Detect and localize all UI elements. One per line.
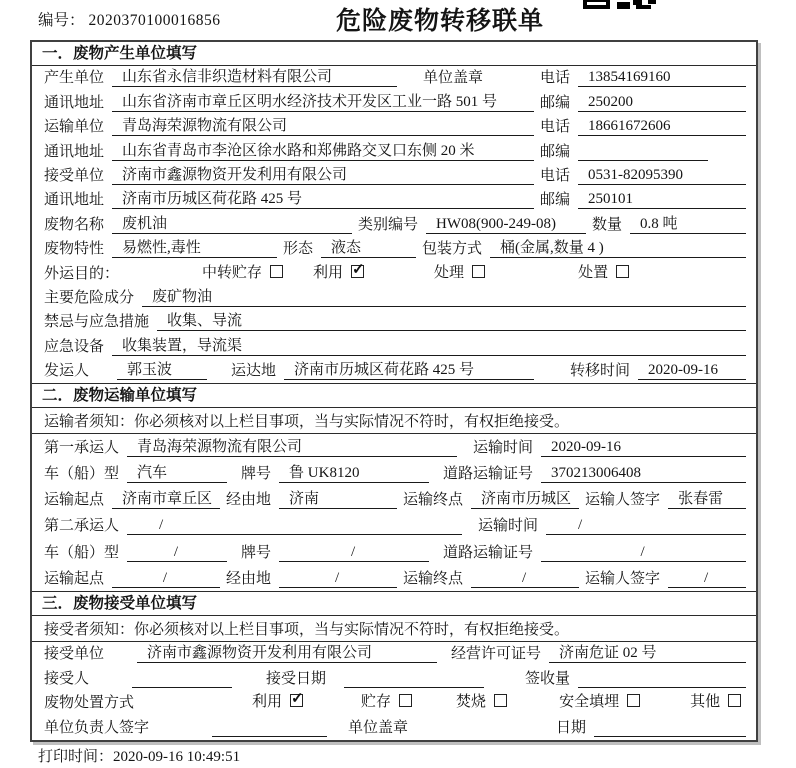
transport-phone-label: 电话 <box>539 119 570 136</box>
form-row <box>32 334 756 358</box>
receiver-phone-value: 0531-82095390 <box>578 167 746 185</box>
unit-seal-label: 单位盖章 <box>423 70 484 87</box>
terminus-1-label: 运输终点 <box>403 492 464 509</box>
disposal-incinerate-checkbox-label: 焚烧 <box>456 694 487 711</box>
transport-time-2-label: 运输时间 <box>478 518 539 535</box>
vehicle-type-2-label: 车（船）型 <box>44 544 120 561</box>
license-number-value: 济南危证 02 号 <box>549 641 746 663</box>
category-code-label: 类别编号 <box>358 216 419 233</box>
transport-time-1-value: 2020-09-16 <box>541 439 746 457</box>
disposal-incinerate-checkbox <box>456 690 507 711</box>
transport-phone-value: 18661672606 <box>578 118 746 136</box>
purpose-dispose-checkbox <box>578 261 629 282</box>
form-row <box>32 139 756 163</box>
producer-postcode-value: 250200 <box>578 94 746 112</box>
responsible-signature-label: 单位负责人签字 <box>44 719 150 736</box>
category-code-value: HW08(900-249-08) <box>426 216 586 234</box>
receiving-unit-value: 济南市鑫源物资开发利用有限公司 <box>137 641 437 663</box>
form-row <box>32 486 756 512</box>
transport-unit-value: 青岛海荣源物流有限公司 <box>112 114 534 136</box>
terminus-1-value: 济南市历城区 <box>471 487 579 509</box>
receiver-person-label: 接受人 <box>44 670 90 687</box>
via-2-value: / <box>279 570 397 588</box>
producer-address-label: 通讯地址 <box>44 94 105 111</box>
transfer-date-value: 2020-09-16 <box>638 362 746 380</box>
section-producer <box>32 42 756 383</box>
form-row <box>32 691 756 716</box>
purpose-treat-checkbox-label: 处理 <box>434 264 465 281</box>
waste-name-label: 废物名称 <box>44 216 105 233</box>
section-transporter <box>32 383 756 591</box>
producer-phone-label: 电话 <box>539 70 570 87</box>
emergency-measures-value: 收集、导流 <box>157 309 746 331</box>
form-row <box>32 666 756 691</box>
purpose-transit-storage-checkbox <box>202 261 283 282</box>
main-hazard-label: 主要危险成分 <box>44 289 135 306</box>
license-number-label: 经营许可证号 <box>451 646 542 663</box>
transporter-signature-1-value: 张春雷 <box>668 487 746 509</box>
form-row <box>32 642 756 667</box>
disposal-other-checkbox <box>690 690 741 711</box>
physical-form-label: 形态 <box>283 241 314 258</box>
section-title: 一．废物产生单位填写 <box>32 42 756 66</box>
purpose-utilize-checkbox-box <box>351 265 364 278</box>
origin-1-label: 运输起点 <box>44 492 105 509</box>
form-row <box>32 115 756 139</box>
form-table <box>30 40 758 742</box>
purpose-treat-checkbox <box>434 261 485 282</box>
via-2-label: 经由地 <box>226 570 272 587</box>
receiver-address-value: 济南市历城区荷花路 425 号 <box>112 187 534 209</box>
section-note: 运输者须知：你必须核对以上栏目事项，当与实际情况不符时，有权拒绝接受。 <box>32 408 756 434</box>
disposal-storage-checkbox <box>361 690 412 711</box>
transport-postcode-label: 邮编 <box>539 143 570 160</box>
producer-postcode-label: 邮编 <box>539 94 570 111</box>
vehicle-type-1-value: 汽车 <box>127 461 227 483</box>
form-row <box>32 90 756 114</box>
form-row <box>32 460 756 486</box>
disposal-storage-checkbox-box <box>399 694 412 707</box>
transporter-signature-1-label: 运输人签字 <box>585 492 661 509</box>
receiver-postcode-value: 250101 <box>578 191 746 209</box>
section-title: 三．废物接受单位填写 <box>32 591 756 616</box>
received-quantity-value <box>578 670 746 688</box>
purpose-transit-storage-checkbox-box <box>270 265 283 278</box>
producer-unit-label: 产生单位 <box>44 70 105 87</box>
form-row <box>32 188 756 212</box>
receive-stamp-date-label: 日期 <box>556 719 587 736</box>
origin-2-label: 运输起点 <box>44 570 105 587</box>
purpose-utilize-checkbox <box>313 261 364 282</box>
plate-number-1-value: 鲁 UK8120 <box>279 461 429 483</box>
packaging-label: 包装方式 <box>422 241 483 258</box>
disposal-utilize-checkbox-box <box>290 694 303 707</box>
purpose-dispose-checkbox-label: 处置 <box>578 264 609 281</box>
transport-unit-label: 运输单位 <box>44 119 105 136</box>
disposal-landfill-checkbox-label: 安全填埋 <box>559 694 620 711</box>
disposal-utilize-checkbox <box>252 690 303 711</box>
form-row <box>32 359 756 383</box>
transporter-signature-2-label: 运输人签字 <box>585 570 661 587</box>
receiver-seal-label: 单位盖章 <box>348 719 409 736</box>
transfer-date-label: 转移时间 <box>570 363 631 380</box>
disposal-method-label: 废物处置方式 <box>44 695 135 712</box>
quantity-value: 0.8 吨 <box>630 212 746 234</box>
receive-date-value <box>344 670 484 688</box>
quantity-label: 数量 <box>592 216 623 233</box>
packaging-value: 桶(金属,数量 4 ) <box>490 236 746 258</box>
physical-form-value: 液态 <box>321 236 416 258</box>
print-time: 打印时间：2020-09-16 10:49:51 <box>38 749 241 765</box>
emergency-measures-label: 禁忌与应急措施 <box>44 314 150 331</box>
second-carrier-label: 第二承运人 <box>44 518 120 535</box>
disposal-storage-checkbox-label: 贮存 <box>361 694 392 711</box>
disposal-other-checkbox-label: 其他 <box>690 694 721 711</box>
form-row <box>32 164 756 188</box>
form-row <box>32 434 756 460</box>
terminus-2-label: 运输终点 <box>403 570 464 587</box>
via-1-label: 经由地 <box>226 492 272 509</box>
transport-time-1-label: 运输时间 <box>473 440 534 457</box>
purpose-utilize-checkbox-label: 利用 <box>313 264 344 281</box>
waste-name-value: 废机油 <box>112 212 352 234</box>
purpose-transit-storage-checkbox-label: 中转贮存 <box>202 264 263 281</box>
disposal-other-checkbox-box <box>728 694 741 707</box>
waste-characteristics-value: 易燃性,毒性 <box>112 236 277 258</box>
plate-number-2-label: 牌号 <box>241 544 272 561</box>
section-receiver <box>32 591 756 740</box>
receiving-unit-label: 接受单位 <box>44 646 105 663</box>
consignor-value: 郭玉波 <box>117 358 207 380</box>
transporter-signature-2-value: / <box>668 570 746 588</box>
document-title: 危险废物转移联单 <box>336 7 545 35</box>
receive-date-label: 接受日期 <box>266 670 327 687</box>
form-row <box>32 715 756 740</box>
road-permit-2-value: / <box>541 544 746 562</box>
purpose-dispose-checkbox-box <box>616 265 629 278</box>
producer-phone-value: 13854169160 <box>578 69 746 87</box>
receiver-person-value <box>132 670 232 688</box>
purpose-treat-checkbox-box <box>472 265 485 278</box>
emergency-equipment-label: 应急设备 <box>44 338 105 355</box>
plate-number-1-label: 牌号 <box>241 466 272 483</box>
consignor-label: 发运人 <box>44 363 90 380</box>
transport-address-value: 山东省青岛市李沧区徐水路和郑佛路交叉口东侧 20 米 <box>112 139 534 161</box>
disposal-landfill-checkbox <box>559 690 640 711</box>
form-row <box>32 565 756 591</box>
document-number-label: 编号： <box>38 12 85 29</box>
via-1-value: 济南 <box>279 487 397 509</box>
receiver-postcode-label: 邮编 <box>539 192 570 209</box>
origin-2-value: / <box>112 570 220 588</box>
transport-postcode-value <box>578 143 708 161</box>
form-row <box>32 538 756 564</box>
form-row <box>32 237 756 261</box>
origin-1-value: 济南市章丘区 <box>112 487 220 509</box>
responsible-signature-value <box>212 719 327 737</box>
receiver-unit-value: 济南市鑫源物资开发利用有限公司 <box>112 163 534 185</box>
disposal-landfill-checkbox-box <box>627 694 640 707</box>
received-quantity-label: 签收量 <box>525 670 571 687</box>
first-carrier-label: 第一承运人 <box>44 440 120 457</box>
form-row <box>32 310 756 334</box>
disposal-utilize-checkbox-label: 利用 <box>252 694 283 711</box>
receive-stamp-date-value <box>594 719 746 737</box>
main-hazard-value: 废矿物油 <box>142 285 746 307</box>
second-carrier-value: / <box>127 517 462 535</box>
destination-label: 运达地 <box>231 363 277 380</box>
document-number <box>38 8 221 30</box>
producer-unit-value: 山东省永信非织造材料有限公司 <box>112 65 397 87</box>
waste-characteristics-label: 废物特性 <box>44 241 105 258</box>
first-carrier-value: 青岛海荣源物流有限公司 <box>127 435 457 457</box>
section-title: 二．废物运输单位填写 <box>32 383 756 408</box>
vehicle-type-2-value: / <box>127 544 227 562</box>
vehicle-type-1-label: 车（船）型 <box>44 466 120 483</box>
emergency-equipment-value: 收集装置，导流渠 <box>112 334 746 356</box>
section-note: 接受者须知：你必须核对以上栏目事项，当与实际情况不符时，有权拒绝接受。 <box>32 616 756 642</box>
destination-value: 济南市历城区荷花路 425 号 <box>284 358 534 380</box>
receiver-phone-label: 电话 <box>539 167 570 184</box>
receiver-address-label: 通讯地址 <box>44 192 105 209</box>
disposal-incinerate-checkbox-box <box>494 694 507 707</box>
road-permit-1-label: 道路运输证号 <box>443 466 534 483</box>
form-row <box>32 212 756 236</box>
form-row <box>32 66 756 90</box>
plate-number-2-value: / <box>279 544 429 562</box>
producer-address-value: 山东省济南市章丘区明水经济技术开发区工业一路 501 号 <box>112 90 534 112</box>
form-row <box>32 512 756 538</box>
terminus-2-value: / <box>471 570 579 588</box>
road-permit-2-label: 道路运输证号 <box>443 544 534 561</box>
transfer-purpose-label: 外运目的： <box>44 265 120 282</box>
receiver-unit-label: 接受单位 <box>44 167 105 184</box>
form-row <box>32 261 756 285</box>
transport-time-2-value: / <box>546 517 746 535</box>
document-number-value: 2020370100016856 <box>88 12 221 29</box>
transport-address-label: 通讯地址 <box>44 143 105 160</box>
form-row <box>32 286 756 310</box>
road-permit-1-value: 370213006408 <box>541 465 746 483</box>
qr-code-fragment <box>583 0 657 9</box>
